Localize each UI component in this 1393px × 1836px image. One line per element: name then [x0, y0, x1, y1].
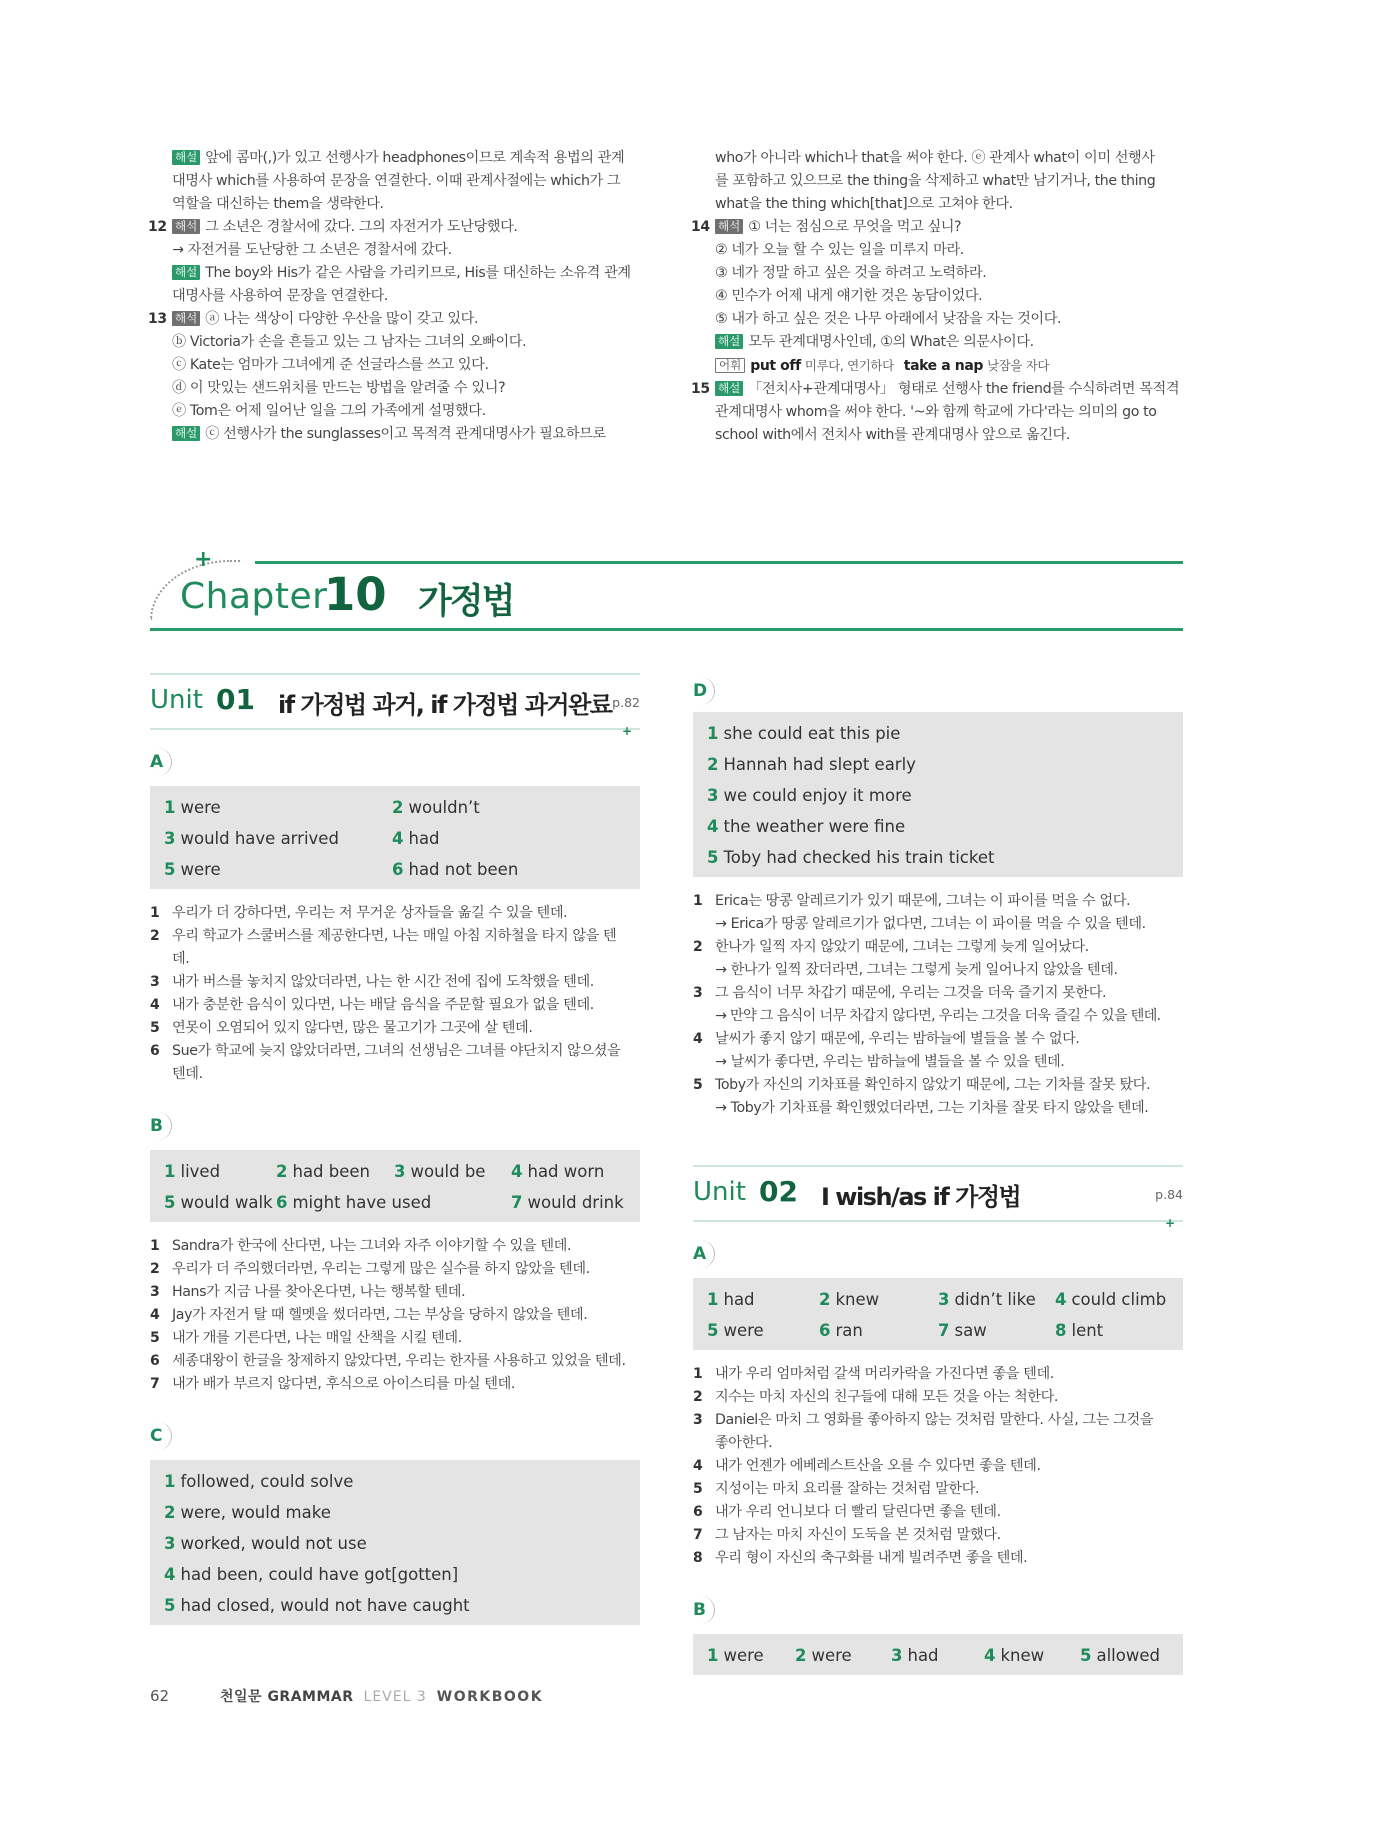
- unit-number: 02: [759, 1175, 798, 1208]
- translation-tag: 해석: [172, 219, 200, 234]
- answer-item: 5 would walk: [164, 1193, 273, 1212]
- translation-item: 6 내가 우리 언니보다 더 빨리 달린다면 좋을 텐데.: [693, 1504, 1001, 1520]
- explanation-12-note: 해설 The boy와 His가 같은 사람을 가리키므로, His를 대신하는 소유격 관계 대명사를 사용하여 문장을 연결한다.: [172, 265, 631, 304]
- answer-item: 4 had worn: [511, 1162, 605, 1181]
- explanation-15: 15 해설 「전치사+관계대명사」 형태로 선행사 the friend를 수식하려면 목적격 관계대명사 whom을 써야 한다. '~와 함께 학교에 가다'라는 의미의 go to school with에서 전치사 with를 관계대명사 앞으로 옮긴다.: [691, 381, 1180, 443]
- answer-box-b: [693, 1634, 1183, 1675]
- divider: [150, 628, 1183, 631]
- answer-item: 2 were: [795, 1646, 852, 1665]
- page-number: 62: [150, 1687, 170, 1705]
- answer-row: [164, 792, 626, 823]
- page-reference: p.82: [612, 695, 640, 710]
- translation-tag: 해석: [172, 311, 200, 326]
- section-label-b: B: [150, 1112, 640, 1142]
- answer-item: 1 lived: [164, 1162, 221, 1181]
- translation-item: 3 그 음식이 너무 차갑기 때문에, 우리는 그것을 더욱 즐기지 못한다. → 만약 그 음식이 너무 차갑지 않다면, 우리는 그것을 더욱 즐길 수 있을 텐데.: [693, 985, 1161, 1024]
- answer-item: 5 allowed: [1080, 1646, 1160, 1665]
- section-label-c: C: [150, 1422, 640, 1452]
- translation-item: 2 우리가 더 주의했더라면, 우리는 그렇게 많은 실수를 하지 않았을 텐데.: [150, 1261, 590, 1277]
- answer-item: 4 knew: [984, 1646, 1045, 1665]
- answer-row: [707, 811, 1169, 842]
- translation-item: 1 Erica는 땅콩 알레르기가 있기 때문에, 그녀는 이 파이를 먹을 수 없다. → Erica가 땅콩 알레르기가 없다면, 그녀는 이 파이를 먹을 수 있을 텐데.: [693, 893, 1146, 932]
- answer-item: 3 would have arrived: [164, 829, 339, 848]
- answer-row: [164, 1590, 626, 1621]
- plus-icon: +: [194, 547, 213, 572]
- unit-header: Unit 02 I wish/as if 가정법 p.84 +: [693, 1165, 1183, 1222]
- translation-item: 8 우리 형이 자신의 축구화를 내게 빌려주면 좋을 텐데.: [693, 1550, 1028, 1566]
- translation-item: 4 내가 충분한 음식이 있다면, 나는 배달 음식을 주문할 필요가 없을 텐데.: [150, 997, 594, 1013]
- translation-item: 6 Sue가 학교에 늦지 않았더라면, 그녀의 선생님은 그녀를 야단치지 않으셨을 텐데.: [150, 1043, 621, 1082]
- answer-item: 4 the weather were fine: [707, 817, 906, 836]
- translation-item: 5 연못이 오염되어 있지 않다면, 많은 물고기가 그곳에 살 텐데.: [150, 1020, 533, 1036]
- explanation-14-note: 해설 모두 관계대명사인데, ①의 What은 의문사이다. 어휘 put off 미루다, 연기하다 take a nap 낮잠을 자다: [693, 331, 1183, 378]
- translation-list-b: [150, 1235, 640, 1396]
- answer-item: 6 might have used: [276, 1193, 432, 1212]
- vocab-line: 어휘 put off 미루다, 연기하다 take a nap 낮잠을 자다: [715, 354, 1183, 378]
- vocab-tag: 어휘: [715, 358, 745, 373]
- answer-row: [164, 1497, 626, 1528]
- answer-item: 3 would be: [394, 1162, 486, 1181]
- plus-icon: +: [1164, 1216, 1175, 1230]
- answer-row: [164, 1528, 626, 1559]
- explanation-tag: 해설: [715, 334, 743, 349]
- answer-row: [164, 854, 626, 885]
- translation-item: 1 우리가 더 강하다면, 우리는 저 무거운 상자들을 옮길 수 있을 텐데.: [150, 905, 568, 921]
- answer-box-c: [150, 1460, 640, 1625]
- explanation-11-cont: 해설 앞에 콤마(,)가 있고 선행사가 headphones이므로 계속적 용법의 관계 대명사 which를 사용하여 문장을 연결한다. 이때 관계사절에는 which가 그 역할을 대신하는 them을 생략한다.: [172, 150, 625, 212]
- answer-box-a: [150, 786, 640, 889]
- explanation-13: 13 해석 ⓐ 나는 색상이 다양한 우산을 많이 갖고 있다. ⓑ Victoria가 손을 흔들고 있는 그 남자는 그녀의 오빠이다. ⓒ Kate는 엄마가 그녀에게 준 선글라스를 쓰고 있다. ⓓ 이 맛있는 샌드위치를 만드는 방법을 알려줄 수 있니? ⓔ Tom은 어제 일어난 일을 그의 가족에게 설명했다.: [148, 311, 527, 419]
- answer-item: 1 were: [707, 1646, 764, 1665]
- translation-item: 2 우리 학교가 스쿨버스를 제공한다면, 나는 매일 아침 지하철을 타지 않을 텐 데.: [150, 928, 617, 967]
- answer-row: [164, 823, 626, 854]
- explanation-13-note: 해설 ⓒ 선행사가 the sunglasses이고 목적격 관계대명사가 필요하므로: [150, 423, 640, 446]
- section-label-a: A: [693, 1240, 1183, 1270]
- explanation-tag: 해설: [172, 150, 200, 165]
- section-label-b: B: [693, 1596, 1183, 1626]
- answer-item: 3 had: [891, 1646, 939, 1665]
- translation-list-a: [150, 902, 640, 1086]
- page-footer: [150, 1686, 543, 1706]
- answer-item: 4 had been, could have got[gotten]: [164, 1565, 459, 1584]
- answer-item: 1 were: [164, 798, 221, 817]
- answer-item: 7 would drink: [511, 1193, 624, 1212]
- translation-item: 5 Toby가 자신의 기차표를 확인하지 않았기 때문에, 그는 기차를 잘못 탔다. → Toby가 기차표를 확인했었더라면, 그는 기차를 잘못 타지 않았을 텐데.: [693, 1077, 1151, 1116]
- chapter-number: 10: [324, 568, 387, 621]
- translation-item: 1 내가 우리 엄마처럼 갈색 머리카락을 가진다면 좋을 텐데.: [693, 1366, 1054, 1382]
- answer-box-a: [693, 1278, 1183, 1350]
- page-reference: p.84: [1155, 1187, 1183, 1202]
- answer-item: 7 saw: [938, 1321, 987, 1340]
- translation-item: 4 Jay가 자전거 탈 때 헬멧을 썼더라면, 그는 부상을 당하지 않았을 텐데.: [150, 1307, 588, 1323]
- answer-row: [707, 842, 1169, 873]
- section-label-a: A: [150, 748, 640, 778]
- chapter-header: [150, 547, 1183, 631]
- answer-item: 2 were, would make: [164, 1503, 331, 1522]
- unit-header: Unit 01 if 가정법 과거, if 가정법 과거완료 p.82 +: [150, 673, 640, 730]
- chapter-title: 가정법: [418, 582, 514, 622]
- answer-item: 1 had: [707, 1290, 755, 1309]
- answer-item: 2 wouldn’t: [392, 798, 480, 817]
- answer-box-b: [150, 1150, 640, 1222]
- answer-item: 3 worked, would not use: [164, 1534, 367, 1553]
- answer-row: [164, 1559, 626, 1590]
- translation-item: 7 그 남자는 마치 자신이 도둑을 본 것처럼 말했다.: [693, 1527, 1001, 1543]
- unit-title: I wish/as if 가정법: [821, 1183, 1021, 1211]
- answer-item: 1 she could eat this pie: [707, 724, 901, 743]
- book-brand: 천일문 GRAMMAR: [220, 1689, 354, 1705]
- answer-row: [707, 718, 1169, 749]
- explanation-tag: 해설: [715, 381, 743, 396]
- answer-row: [707, 780, 1169, 811]
- translation-item: 2 지수는 마치 자신의 친구들에 대해 모든 것을 아는 척한다.: [693, 1389, 1059, 1405]
- answer-row: [164, 1156, 626, 1187]
- translation-list-a: [693, 1363, 1183, 1570]
- answer-row: [164, 1466, 626, 1497]
- translation-item: 5 내가 개를 기른다면, 나는 매일 산책을 시킬 텐데.: [150, 1330, 462, 1346]
- translation-item: 3 내가 버스를 놓치지 않았더라면, 나는 한 시간 전에 집에 도착했을 텐데.: [150, 974, 594, 990]
- answer-item: 6 ran: [819, 1321, 863, 1340]
- unit-01-column: [150, 673, 640, 1625]
- answer-item: 5 had closed, would not have caught: [164, 1596, 470, 1615]
- translation-item: 4 날씨가 좋지 않기 때문에, 우리는 밤하늘에 별들을 볼 수 없다. → 날씨가 좋다면, 우리는 밤하늘에 별들을 볼 수 있을 텐데.: [693, 1031, 1080, 1070]
- answer-row: [707, 1284, 1169, 1315]
- answer-item: 5 were: [707, 1321, 764, 1340]
- unit-title: if 가정법 과거, if 가정법 과거완료: [278, 691, 612, 719]
- explanation-tag: 해설: [172, 426, 200, 441]
- translation-item: 7 내가 배가 부르지 않다면, 후식으로 아이스티를 마실 텐데.: [150, 1376, 516, 1392]
- answer-item: 5 Toby had checked his train ticket: [707, 848, 995, 867]
- answer-item: 1 followed, could solve: [164, 1472, 354, 1491]
- explanation-13-cont: who가 아니라 which나 that을 써야 한다. ⓔ 관계사 what이 이미 선행사 를 포함하고 있으므로 the thing을 삭제하고 what만 남기거나, the thing what을 the thing which[that]으로 고쳐야 한다.: [715, 150, 1156, 212]
- translation-item: 2 한나가 일찍 자지 않았기 때문에, 그녀는 그렇게 늦게 일어났다. → 한나가 일찍 잤더라면, 그녀는 그렇게 늦게 일어나지 않았을 텐데.: [693, 939, 1118, 978]
- unit-number: 01: [216, 683, 255, 716]
- answer-item: 4 had: [392, 829, 440, 848]
- translation-item: 4 내가 언젠가 에베레스트산을 오를 수 있다면 좋을 텐데.: [693, 1458, 1041, 1474]
- section-label-d: D: [693, 677, 1183, 707]
- answer-item: 5 were: [164, 860, 221, 879]
- translation-item: 5 지성이는 마치 요리를 잘하는 것처럼 말한다.: [693, 1481, 980, 1497]
- chapter-label: Chapter: [180, 576, 328, 617]
- translation-item: 6 세종대왕이 한글을 창제하지 않았다면, 우리는 한자를 사용하고 있었을 텐데.: [150, 1353, 626, 1369]
- answer-item: 4 could climb: [1055, 1290, 1167, 1309]
- answer-row: [707, 749, 1169, 780]
- explanation-14: 14 해석 ① 너는 점심으로 무엇을 먹고 싶니? ② 네가 오늘 할 수 있는 일을 미루지 마라. ③ 네가 정말 하고 싶은 것을 하려고 노력하라. ④ 민수가 어제 내게 얘기한 것은 농담이었다. ⑤ 내가 하고 싶은 것은 나무 아래에서 낮잠을 자는 것이다.: [691, 219, 1062, 327]
- translation-item: 3 Hans가 지금 나를 찾아온다면, 나는 행복할 텐데.: [150, 1284, 466, 1300]
- unit-01-continued-column: [693, 662, 1183, 1675]
- translation-item: 1 Sandra가 한국에 산다면, 나는 그녀와 자주 이야기할 수 있을 텐데.: [150, 1238, 572, 1254]
- answer-row: [707, 1640, 1169, 1671]
- answer-item: 2 Hannah had slept early: [707, 755, 916, 774]
- answer-item: 8 lent: [1055, 1321, 1104, 1340]
- book-level: LEVEL 3: [363, 1689, 427, 1705]
- top-explanations-right: [693, 147, 1183, 447]
- explanation-12: 12 해석 그 소년은 경찰서에 갔다. 그의 자전거가 도난당했다. → 자전거를 도난당한 그 소년은 경찰서에 갔다.: [148, 219, 518, 258]
- answer-item: 3 we could enjoy it more: [707, 786, 912, 805]
- answer-box-d: [693, 712, 1183, 877]
- answer-item: 3 didn’t like: [938, 1290, 1036, 1309]
- translation-list-d: [693, 890, 1183, 1120]
- divider: [255, 561, 1183, 564]
- answer-item: 2 knew: [819, 1290, 880, 1309]
- translation-tag: 해석: [715, 219, 743, 234]
- answer-item: 2 had been: [276, 1162, 371, 1181]
- plus-icon: +: [621, 724, 632, 738]
- answer-item: 6 had not been: [392, 860, 519, 879]
- answer-row: [707, 1315, 1169, 1346]
- top-explanations-left: [150, 147, 640, 446]
- answer-row: [164, 1187, 626, 1218]
- translation-item: 3 Daniel은 마치 그 영화를 좋아하지 않는 것처럼 말한다. 사실, 그는 그것을 좋아한다.: [693, 1412, 1154, 1451]
- explanation-tag: 해설: [172, 265, 200, 280]
- book-type: WORKBOOK: [436, 1689, 544, 1705]
